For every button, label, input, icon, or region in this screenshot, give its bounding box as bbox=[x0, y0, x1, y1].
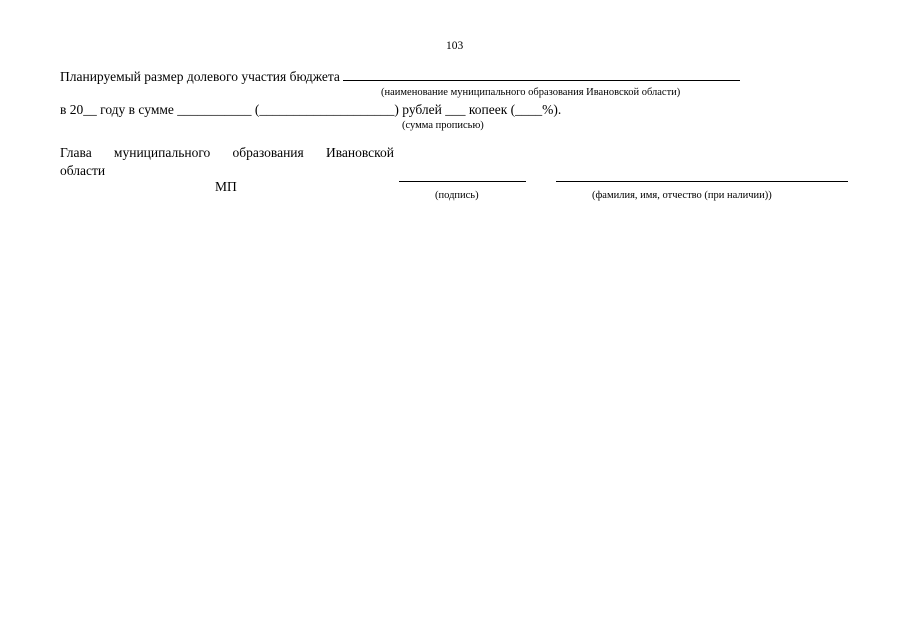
head-title-line-1: Глава муниципального образования Ивановской bbox=[60, 145, 394, 160]
municipality-name-hint: (наименование муниципального образования Ивановской области) bbox=[381, 87, 681, 98]
seal-label: МП bbox=[215, 179, 237, 194]
budget-share-line bbox=[60, 69, 740, 84]
full-name-line bbox=[556, 181, 848, 182]
full-name-label: (фамилия, имя, отчество (при наличии)) bbox=[592, 190, 772, 201]
amount-line: в 20__ году в сумме ___________ (____________________) рублей ___ копеек (____%). bbox=[60, 102, 562, 117]
municipality-name-field bbox=[343, 80, 740, 81]
page-number: 103 bbox=[446, 40, 464, 52]
signature-line bbox=[399, 181, 526, 182]
amount-words-hint: (сумма прописью) bbox=[402, 120, 484, 131]
signature-label: (подпись) bbox=[435, 190, 479, 201]
head-title-line-2: области bbox=[60, 163, 106, 178]
budget-share-text: Планируемый размер долевого участия бюджета bbox=[60, 69, 340, 84]
